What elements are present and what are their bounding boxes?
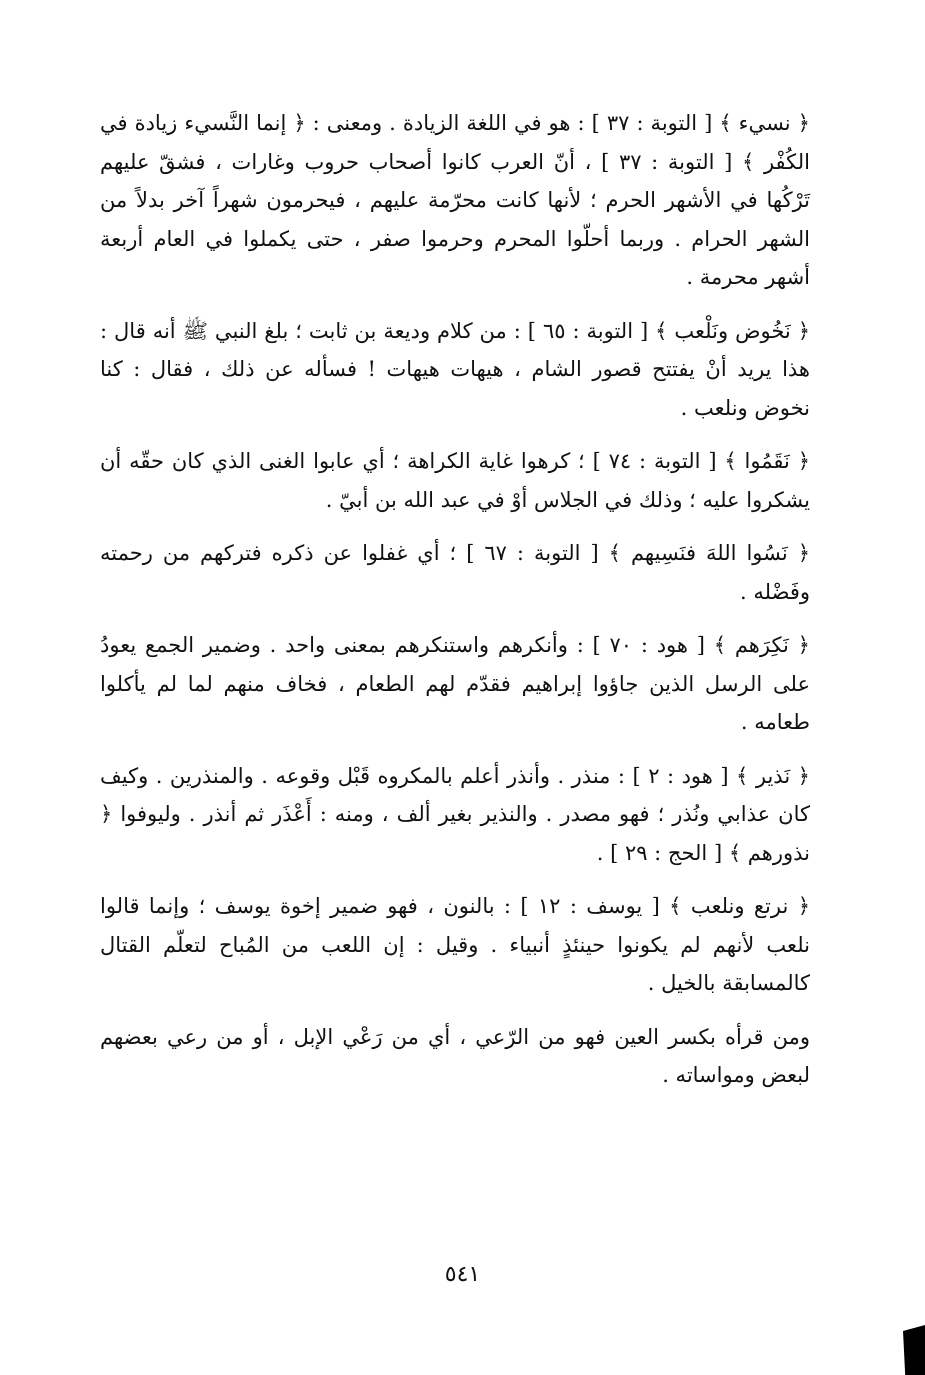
scan-corner-mark bbox=[903, 1325, 925, 1375]
entry-nadhir: ﴿ نَذير ﴾ [ هود : ٢ ] : منذر . وأنذر أعلم بالمكروه قَبْل وقوعه . والمنذرين . وكيف كان عذابي ونُذر ؛ فهو مصدر . والنذير بغير ألف ، ومنه : أَعْذَر ثم أنذر . وليوفوا ﴿ نذورهم ﴾ [ الحج : ٢٩ ] . bbox=[100, 763, 810, 865]
entry-naqamu: ﴿ نَقَمُوا ﴾ [ التوبة : ٧٤ ] ؛ كرهوا غاية الكراهة ؛ أي عابوا الغنى الذي كان حقّه أن يشكروا عليه ؛ وذلك في الجلاس أوْ في عبد الله بن أبيّ . bbox=[100, 449, 811, 512]
entry-reading-note: ومن قرأه بكسر العين فهو من الرّعي ، أي من رَعْي الإبل ، أو من رعي بعضهم لبعض ومواساته . bbox=[100, 1024, 810, 1087]
entry-nakirahum: ﴿ نَكِرَهم ﴾ [ هود : ٧٠ ] : وأنكرهم واستنكرهم بمعنى واحد . وضمير الجمع يعودُ على الرسل الذين جاؤوا إبراهيم فقدّم لهم الطعام ، فخاف منهم لما لم يأكلوا طعامه . bbox=[100, 633, 810, 734]
entry-nasu-allah: ﴿ نَسُوا اللهَ فنَسِيهم ﴾ [ التوبة : ٦٧ ] ؛ أي غفلوا عن ذكره فتركهم من رحمته وفَضْله . bbox=[100, 541, 811, 604]
entry-nasi: ﴿ نسيء ﴾ [ التوبة : ٣٧ ] : هو في اللغة الزيادة . ومعنى : ﴿ إنما النَّسيء زيادة في الكُفْر ﴾ [ التوبة : ٣٧ ] ، أنّ العرب كانوا أصحاب حروب وغارات ، فشقّ عليهم تَرْكُها في الأشهر الحرم ؛ لأنها كانت محرّمة عليهم ، فيحرمون شهراً آخر بدلاً من الشهر الحرام . وربما أحلّوا المحرم وحرموا صفر ، حتى يكملوا في العام أربعة أشهر محرمة . bbox=[100, 111, 810, 289]
entry-nartaa-wa-nalab: ﴿ نرتع ونلعب ﴾ [ يوسف : ١٢ ] : بالنون ، فهو ضمير إخوة يوسف ؛ وإنما قالوا نلعب لأنهم لم يكونوا حينئذٍ أنبياء . وقيل : إن اللعب من المُباح لتعلّم القتال كالمسابقة بالخيل . bbox=[100, 894, 810, 995]
entry-nakhudu-wa-nalab: ﴿ نَخُوض ونَلْعب ﴾ [ التوبة : ٦٥ ] : من كلام وديعة بن ثابت ؛ بلغ النبي ﷺ أنه قال : هذا يريد أنْ يفتتح قصور الشام ، هيهات هيهات ! فسأله عن ذلك ، فقال : كنا نخوض ونلعب . bbox=[100, 318, 810, 420]
page-number: ٥٤١ bbox=[444, 1262, 481, 1287]
page-body-text bbox=[100, 104, 810, 1095]
